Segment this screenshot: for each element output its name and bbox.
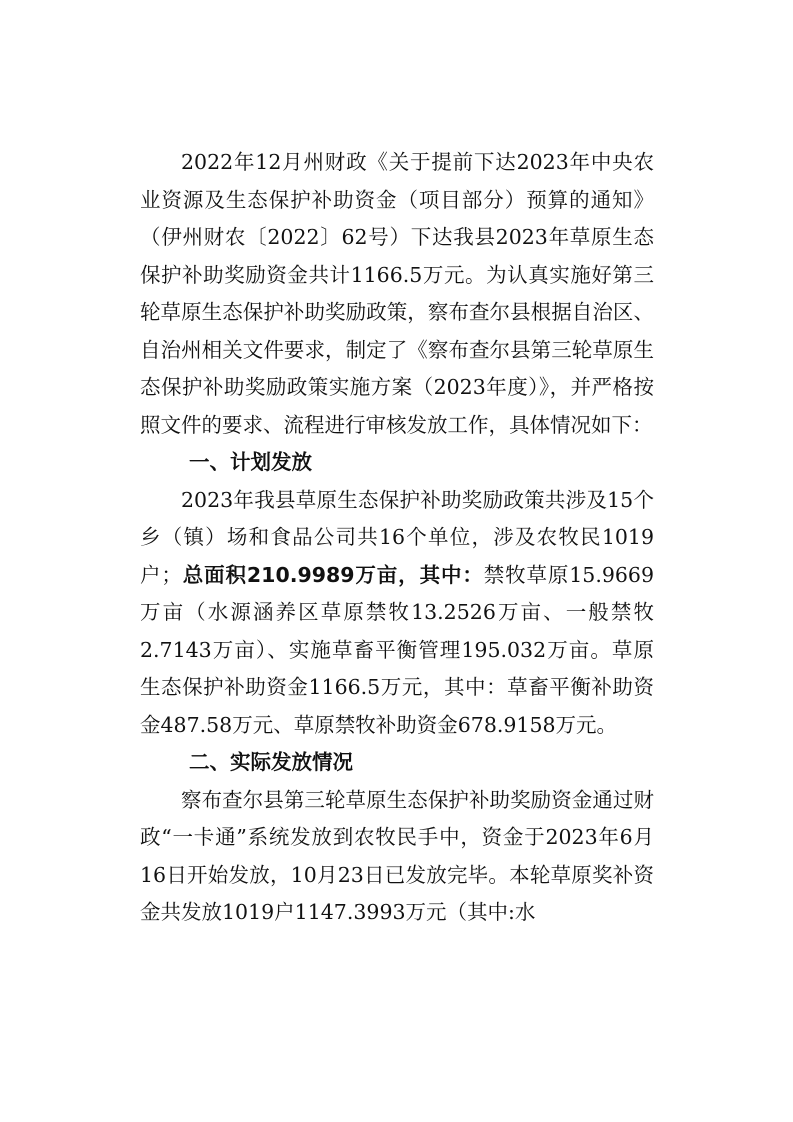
actual-paragraph: 察布查尔县第三轮草原生态保护补助奖励资金通过财政“一卡通”系统发放到农牧民手中，资金于2023年6月16日开始发放，10月23日已发放完毕。本轮草原奖补资金共发放1019户1147.3993万元（其中:水 — [140, 787, 654, 924]
plan-paragraph — [140, 482, 654, 745]
section-heading-plan: 一、计划发放 — [189, 450, 312, 474]
section-heading-actual: 二、实际发放情况 — [189, 750, 353, 774]
intro-paragraph: 2022年12月州财政《关于提前下达2023年中央农业资源及生态保护补助资金（项目部分）预算的通知》（伊州财农〔2022〕62号）下达我县2023年草原生态保护补助奖励资金共计1166.5万元。为认真实施好第三轮草原生态保护补助奖励政策，察布查尔县根据自治区、自治州相关文件要求，制定了《察布查尔县第三轮草原生态保护补助奖励政策实施方案（2023年度）》，并严格按照文件的要求、流程进行审核发放工作，具体情况如下： — [140, 150, 654, 437]
plan-text-start: 2023年我县草原生态保护补助奖励政策共涉及15个乡（镇）场和食品公司共16个单位，涉及农牧民1019户； — [140, 487, 654, 587]
plan-text-bold: 总面积210.9989万亩，其中： — [181, 562, 484, 587]
plan-text-end: 禁牧草原15.9669万亩（水源涵养区草原禁牧13.2526万亩、一般禁牧2.7143万亩）、实施草畜平衡管理195.032万亩。草原生态保护补助资金1166.5万元，其中：草畜平衡补助资金487.58万元、草原禁牧补助资金678.9158万元。 — [140, 562, 655, 737]
document-page — [140, 144, 654, 932]
